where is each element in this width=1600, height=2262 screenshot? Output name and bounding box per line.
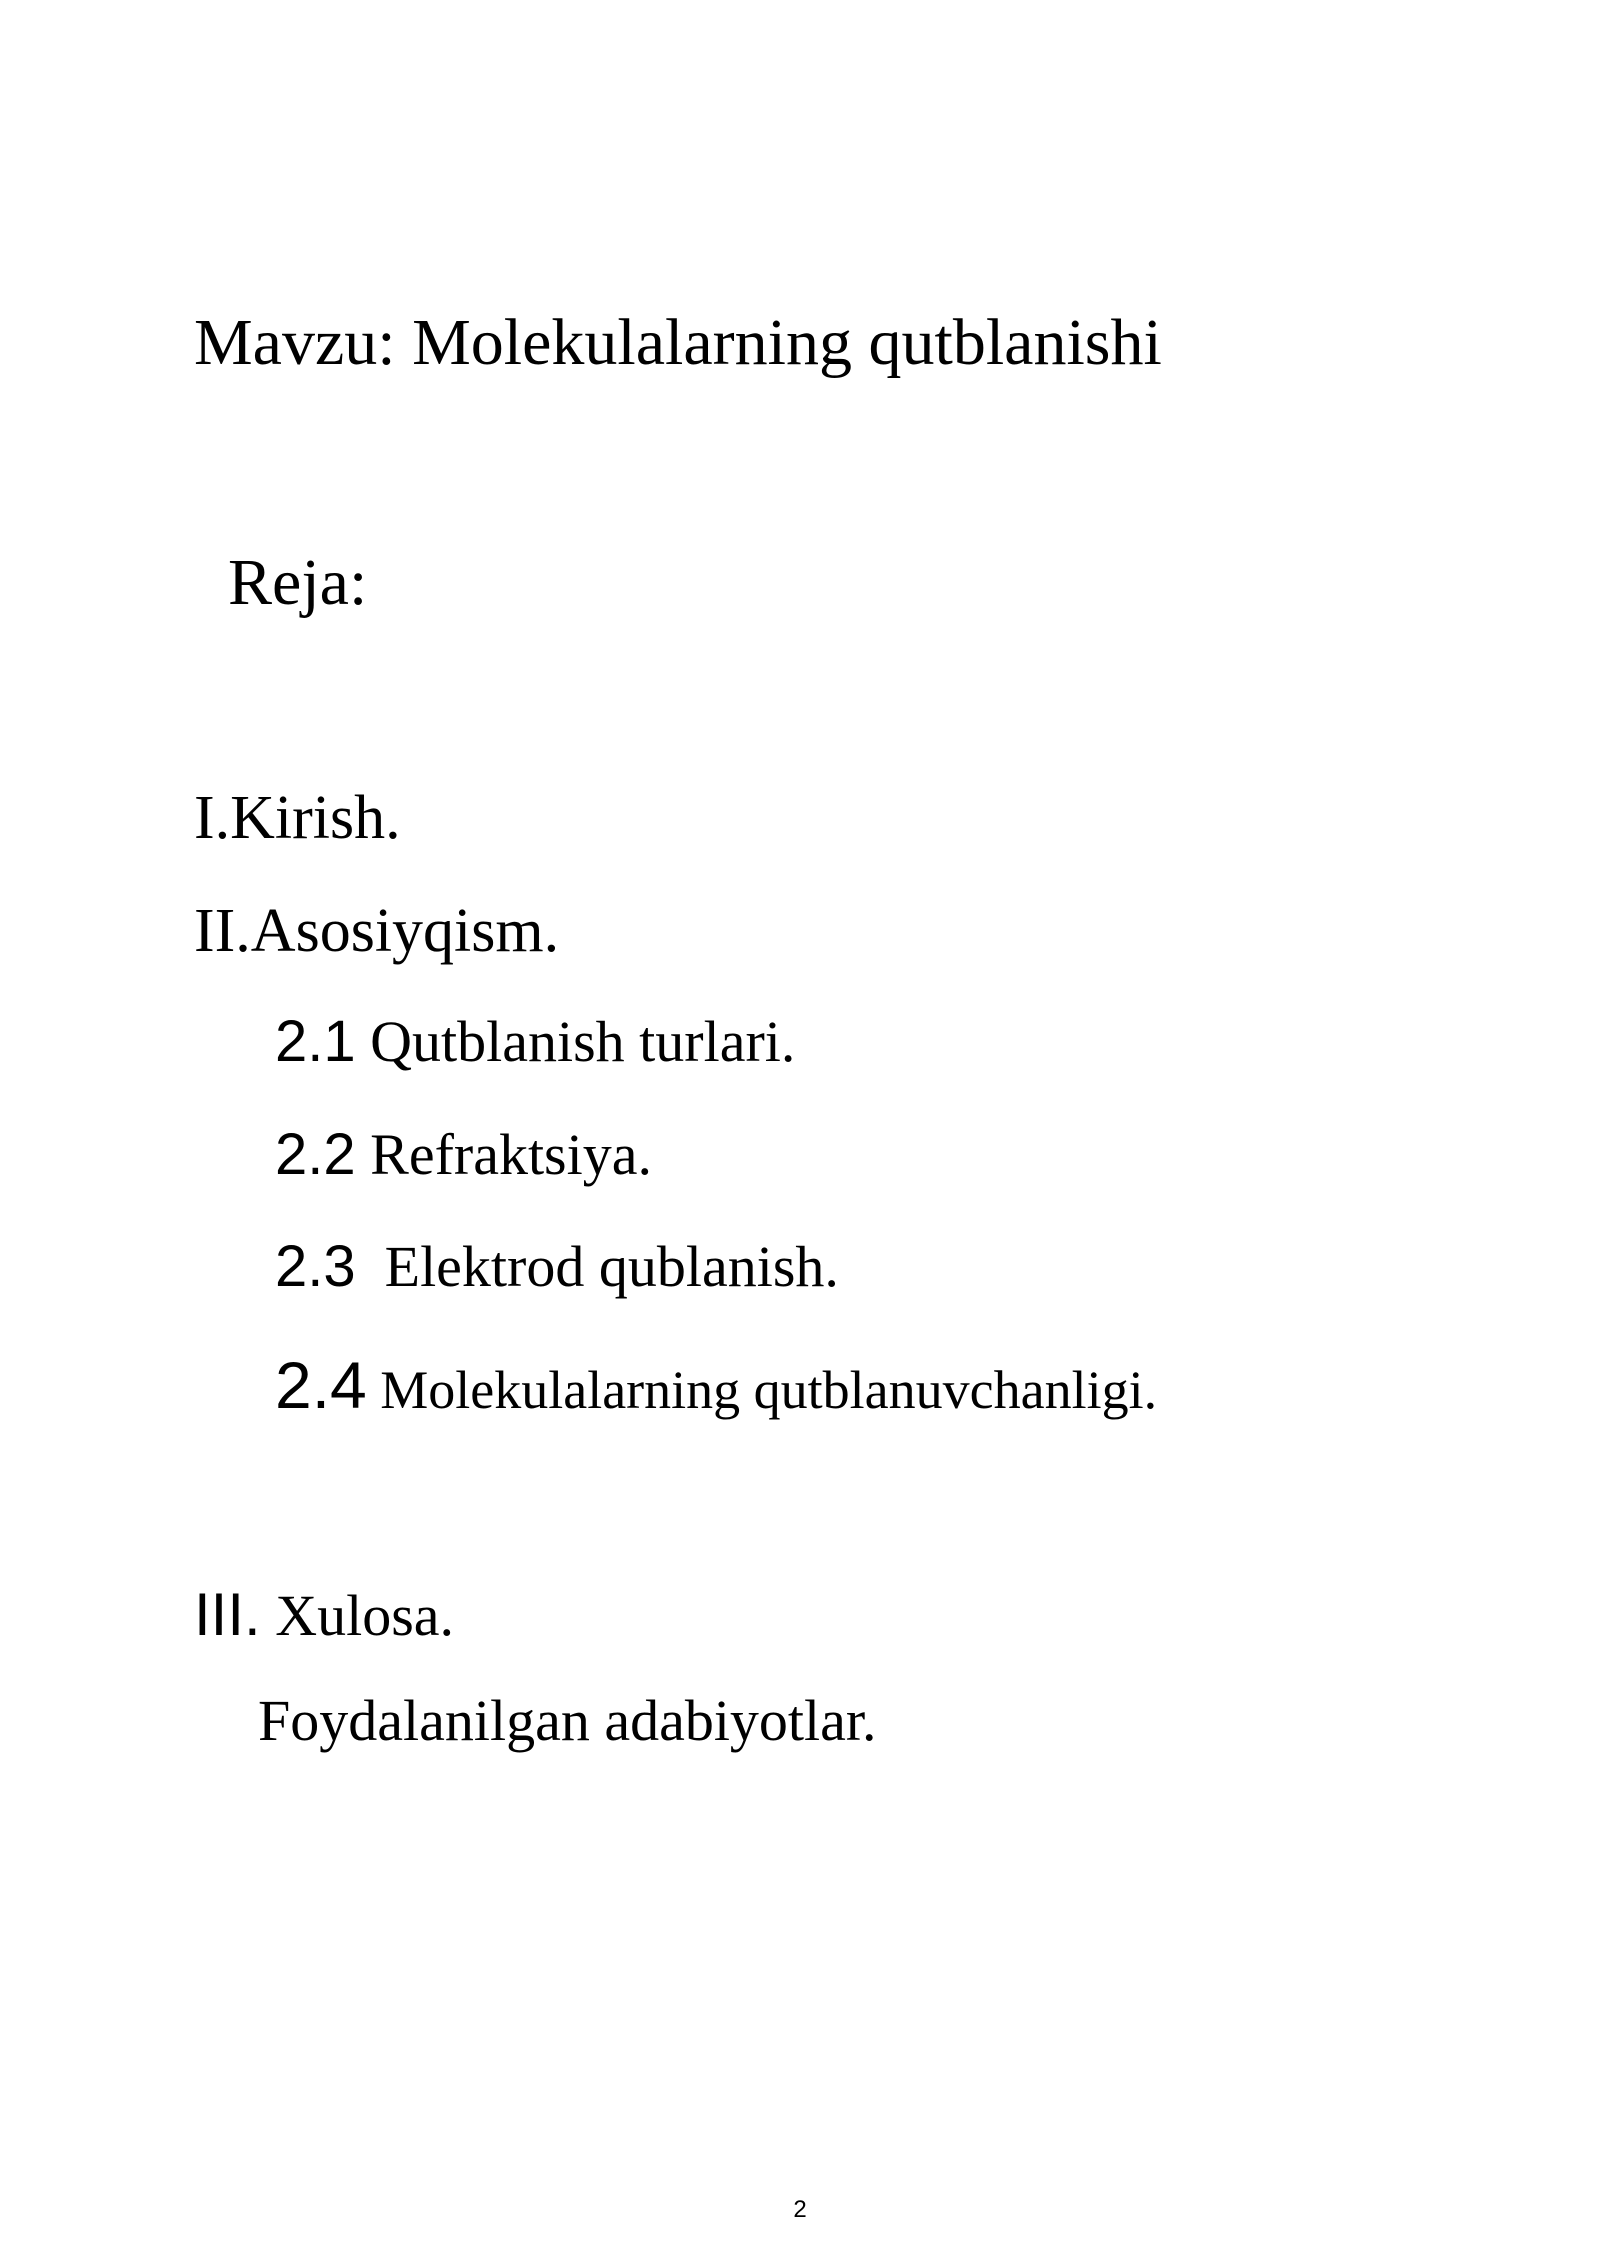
page-title: Mavzu: Molekulalarning qutblanishi bbox=[194, 306, 1162, 379]
subitem-number: 2.3 bbox=[275, 1234, 356, 1299]
subitem-text: Elektrod qublanish. bbox=[355, 1234, 839, 1299]
plan-heading: Reja: bbox=[228, 546, 368, 619]
subitem-text: Refraktsiya. bbox=[355, 1122, 652, 1187]
plan-subitem bbox=[275, 1009, 796, 1074]
subitem-number: 2.1 bbox=[275, 1009, 356, 1074]
subitem-text: Molekulalarning qutblanuvchanligi. bbox=[366, 1360, 1158, 1420]
plan-item-main-part: II.Asosiyqism. bbox=[194, 897, 560, 965]
subitem-number: 2.2 bbox=[275, 1122, 356, 1187]
page-number: 2 bbox=[793, 2196, 807, 2223]
plan-item-introduction: I.Kirish. bbox=[194, 784, 401, 852]
plan-subitem bbox=[275, 1122, 652, 1187]
subitem-number: 2.4 bbox=[275, 1348, 367, 1422]
conclusion-number: III. bbox=[194, 1581, 261, 1648]
plan-subitem bbox=[275, 1348, 1158, 1422]
plan-item-conclusion bbox=[194, 1581, 455, 1648]
plan-item-references: Foydalanilgan adabiyotlar. bbox=[258, 1688, 877, 1753]
plan-subitem bbox=[275, 1234, 839, 1299]
subitem-text: Qutblanish turlari. bbox=[355, 1009, 796, 1074]
conclusion-text: Xulosa. bbox=[260, 1583, 455, 1648]
